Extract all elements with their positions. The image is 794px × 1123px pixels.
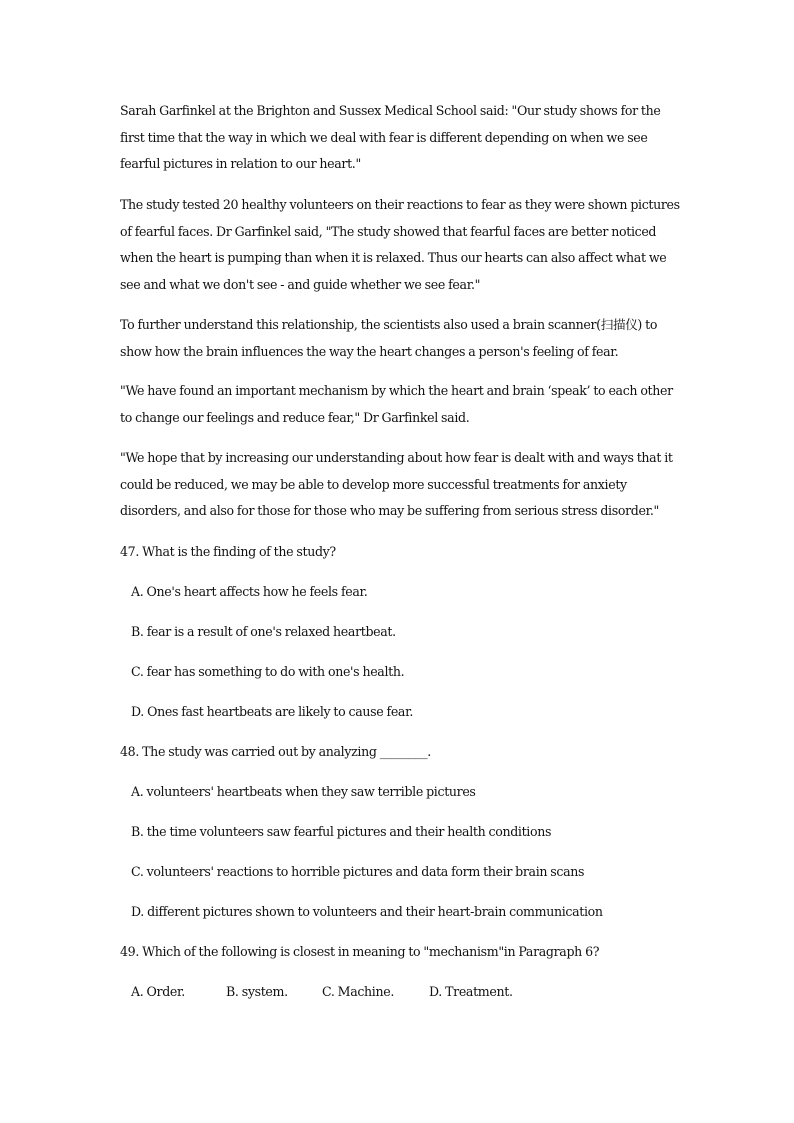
question-48-stem: 48. The study was carried out by analyzing ________. bbox=[120, 744, 431, 759]
question-47-option-b: B. fear is a result of one's relaxed heartbeat. bbox=[131, 624, 396, 639]
question-49-option-d: D. Treatment. bbox=[429, 984, 513, 999]
passage-paragraph-4: "We have found an important mechanism by which the heart and brain ‘speak’ to each other to change our feelings and reduce fear," Dr Garfinkel said. bbox=[120, 383, 673, 425]
question-48-option-b: B. the time volunteers saw fearful pictures and their health conditions bbox=[131, 824, 552, 839]
question-48-option-d: D. different pictures shown to volunteers and their heart-brain communication bbox=[131, 904, 603, 919]
passage-paragraph-1: Sarah Garfinkel at the Brighton and Sussex Medical School said: "Our study shows for the first time that the way in which we deal with fear is different depending on when we see fearful pictures in relation to our heart." bbox=[120, 103, 661, 172]
question-47-option-d: D. Ones fast heartbeats are likely to cause fear. bbox=[131, 704, 414, 719]
passage-paragraph-5: "We hope that by increasing our understanding about how fear is dealt with and ways that it could be reduced, we may be able to develop more successful treatments for anxiety disorders, and also for those for those who may be suffering from serious stress disorder." bbox=[120, 450, 673, 519]
question-47-stem: 47. What is the finding of the study? bbox=[120, 544, 336, 559]
passage-paragraph-2: The study tested 20 healthy volunteers on their reactions to fear as they were shown pictures of fearful faces. Dr Garfinkel said, "The study showed that fearful faces are better noticed when the heart is pumping than when it is relaxed. Thus our hearts can also affect what we see and what we don't see - and guide whether we see fear." bbox=[120, 197, 680, 292]
passage-paragraph-3: To further understand this relationship, the scientists also used a brain scanner(扫描仪) to show how the brain influences the way the heart changes a person's feeling of fear. bbox=[120, 317, 658, 359]
question-49-stem: 49. Which of the following is closest in meaning to "mechanism"in Paragraph 6? bbox=[120, 944, 600, 959]
question-48-option-c: C. volunteers' reactions to horrible pictures and data form their brain scans bbox=[131, 864, 585, 879]
question-47-option-a: A. One's heart affects how he feels fear. bbox=[131, 584, 368, 599]
question-47-option-c: C. fear has something to do with one's health. bbox=[131, 664, 405, 679]
question-49-option-c: C. Machine. bbox=[322, 984, 395, 999]
question-49-option-a: A. Order. bbox=[131, 984, 185, 999]
question-48-option-a: A. volunteers' heartbeats when they saw terrible pictures bbox=[131, 784, 476, 799]
question-49-option-b: B. system. bbox=[226, 984, 288, 999]
